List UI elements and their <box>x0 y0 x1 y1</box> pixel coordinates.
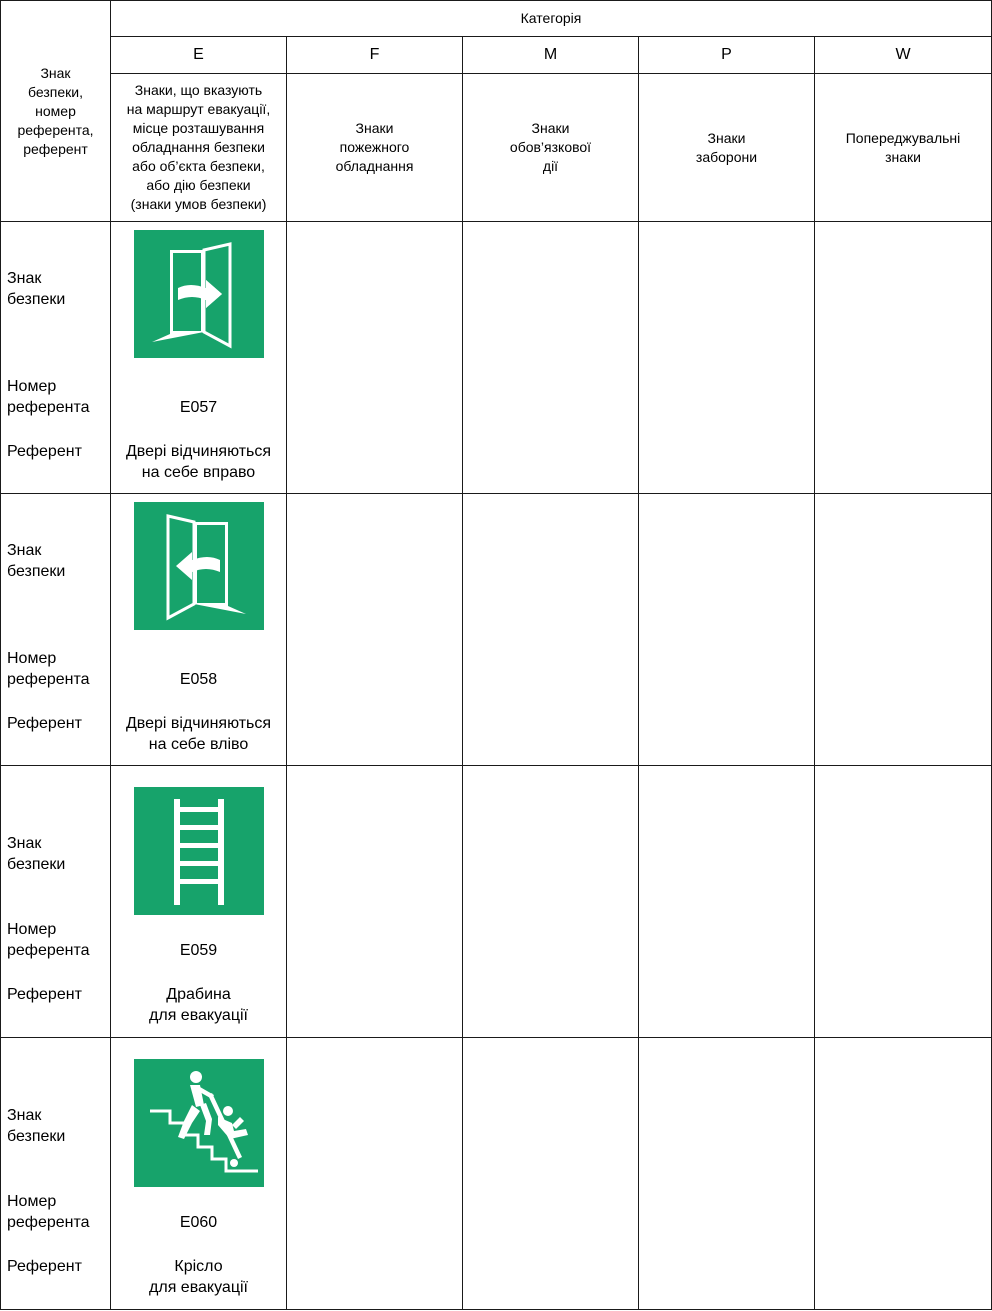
empty-cell-m <box>463 766 639 1038</box>
empty-cell-p <box>639 1038 815 1310</box>
row-labels-cell <box>1 1038 111 1310</box>
column-description-p: Знаки заборони <box>639 74 815 222</box>
empty-cell-m <box>463 1038 639 1310</box>
table-row <box>1 222 992 494</box>
row-labels-cell <box>1 494 111 766</box>
label-referent: Референт <box>7 1258 82 1275</box>
reference-number: E059 <box>179 942 218 959</box>
table-row <box>1 1038 992 1310</box>
empty-cell-m <box>463 222 639 494</box>
label-sign: Знак безпеки <box>7 1107 66 1145</box>
empty-cell-m <box>463 494 639 766</box>
evacuation-chair-icon <box>134 1059 264 1187</box>
empty-cell-w <box>815 1038 992 1310</box>
row-labels-cell <box>1 222 111 494</box>
label-referent: Референт <box>7 986 82 1003</box>
empty-cell-f <box>287 222 463 494</box>
sign-cell-e <box>111 222 287 494</box>
label-sign: Знак безпеки <box>7 835 66 873</box>
empty-cell-p <box>639 766 815 1038</box>
label-sign: Знак безпеки <box>7 542 66 580</box>
label-number: Номер референта <box>7 650 90 688</box>
column-letter-w: W <box>815 37 992 74</box>
column-description-m: Знаки обов’язкової дії <box>463 74 639 222</box>
reference-number: E060 <box>179 1214 218 1231</box>
empty-cell-f <box>287 766 463 1038</box>
column-letter-f: F <box>287 37 463 74</box>
empty-cell-w <box>815 222 992 494</box>
table-row <box>1 494 992 766</box>
label-number: Номер референта <box>7 378 90 416</box>
referent-text: Двері відчиняються на себе вліво <box>125 715 272 753</box>
sign-cell-e <box>111 766 287 1038</box>
column-description-f: Знаки пожежного обладнання <box>287 74 463 222</box>
column-description-e: Знаки, що вказують на маршрут евакуації, місце розташування обладнання безпеки або об’єкта безпеки, або дію безпеки (знаки умов безпеки) <box>111 74 287 222</box>
table-row <box>1 766 992 1038</box>
column-letter-e: E <box>111 37 287 74</box>
corner-header: Знак безпеки, номер референта, референт <box>1 1 111 222</box>
empty-cell-w <box>815 766 992 1038</box>
label-number: Номер референта <box>7 921 90 959</box>
sign-cell-e <box>111 494 287 766</box>
empty-cell-f <box>287 494 463 766</box>
column-description-w: Попереджувальні знаки <box>815 74 992 222</box>
reference-number: E057 <box>179 399 218 416</box>
sign-cell-e <box>111 1038 287 1310</box>
empty-cell-p <box>639 494 815 766</box>
empty-cell-p <box>639 222 815 494</box>
door-opens-pull-right-icon <box>134 230 264 358</box>
label-sign: Знак безпеки <box>7 270 66 308</box>
empty-cell-w <box>815 494 992 766</box>
empty-cell-f <box>287 1038 463 1310</box>
category-header: Категорія <box>111 1 992 37</box>
reference-number: E058 <box>179 671 218 688</box>
label-referent: Референт <box>7 715 82 732</box>
referent-text: Крісло для евакуації <box>149 1258 248 1296</box>
evacuation-ladder-icon <box>134 787 264 915</box>
label-referent: Референт <box>7 443 82 460</box>
referent-text: Драбина для евакуації <box>149 986 248 1024</box>
door-opens-pull-left-icon <box>134 502 264 630</box>
row-labels-cell <box>1 766 111 1038</box>
label-number: Номер референта <box>7 1193 90 1231</box>
column-letter-p: P <box>639 37 815 74</box>
column-letter-m: M <box>463 37 639 74</box>
referent-text: Двері відчиняються на себе вправо <box>125 443 272 481</box>
